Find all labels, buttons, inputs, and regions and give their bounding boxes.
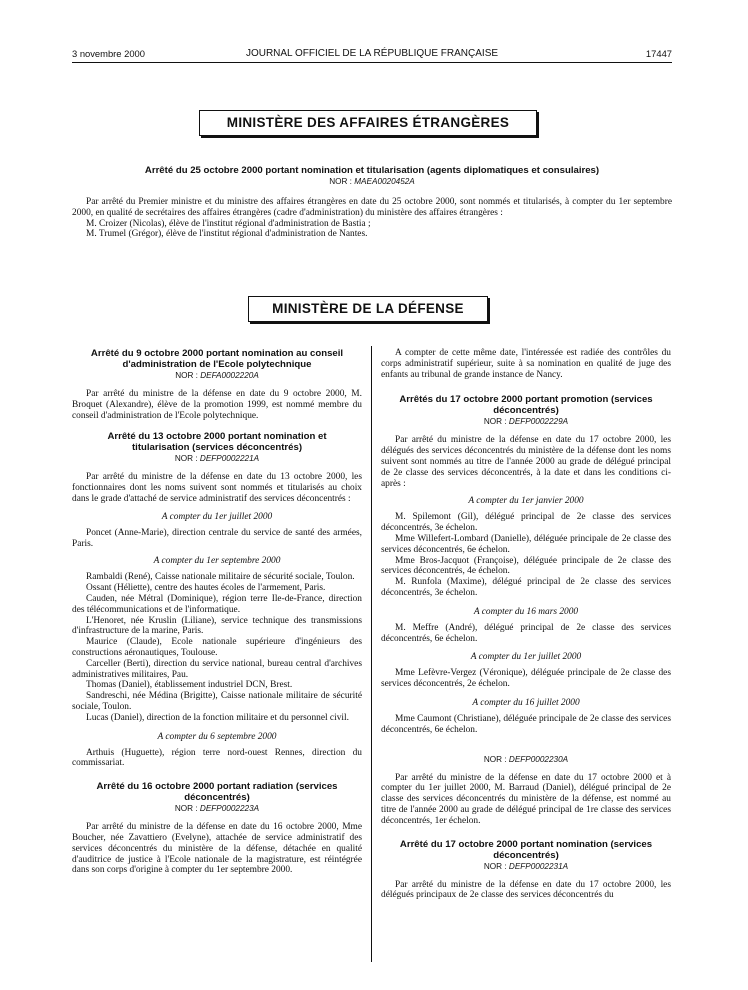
nor-code: DEFP0002231A	[508, 861, 569, 871]
list-item: M. Runfola (Maxime), délégué principal de 2e classe des services déconcentrés, 3e échelon.	[381, 577, 671, 598]
list-item: Cauden, née Métral (Dominique), région terre Ile-de-France, direction des télécommunications et de l'informatique.	[72, 593, 362, 615]
decree-title: Arrêté du 13 octobre 2000 portant nomination et titularisation (services déconcentrés)	[107, 431, 327, 454]
decree-title: Arrêté du 17 octobre 2000 portant nomination (services déconcentrés)	[399, 838, 653, 861]
list-item: Ossant (Héliette), centre des hautes écoles de l'armement, Paris.	[86, 583, 326, 594]
nor-reference	[72, 803, 362, 814]
journal-title: JOURNAL OFFICIEL DE LA RÉPUBLIQUE FRANÇAISE	[245, 48, 499, 59]
decree-continuation: A compter de cette même date, l'intéressée est radiée des contrôles du corps administratif supérieur, suite à sa nomination en qualité de juge des enfants au tribunal de grande instance de Nancy.	[381, 348, 671, 380]
ministry-name: MINISTÈRE DES AFFAIRES ÉTRANGÈRES	[226, 115, 510, 130]
nor-label: NOR :	[174, 804, 198, 814]
list-item: M. Trumel (Grégor), élève de l'institut régional d'administration de Nantes.	[86, 229, 368, 240]
list-item: Poncet (Anne-Marie), direction centrale du service de santé des armées, Paris.	[72, 527, 362, 549]
decree-title: Arrêtés du 17 octobre 2000 portant promotion (services déconcentrés)	[399, 394, 653, 417]
decree-body: Par arrêté du ministre de la défense en date du 13 octobre 2000, les fonctionnaires dont les noms suivent sont nommés et titularisés au choix dans le grade d'attaché de service administratif des services déconcentrés :	[72, 472, 362, 504]
decree-title: Arrêté du 9 octobre 2000 portant nomination au conseil d'administration de l'Ecole polytechnique	[90, 348, 344, 370]
decree-body: Par arrêté du Premier ministre et du ministre des affaires étrangères en date du 25 octobre 2000, sont nommés et titularisés, à compter du 1er septembre 2000, en qualité de secrétaires des affaires étrangères (cadre d'administration) du ministère des affaires étrangères :	[72, 197, 672, 218]
effective-date: A compter du 6 septembre 2000	[157, 731, 277, 742]
effective-date: A compter du 1er septembre 2000	[153, 556, 281, 567]
decree-body: Par arrêté du ministre de la défense en date du 16 octobre 2000, Mme Boucher, née Zavattiero (Evelyne), attachée de service administratif des services déconcentrés du ministère de la défense, détachée en qualité d'auditrice de justice à l'Ecole nationale de la magistrature, est réintégrée dans son corps d'origine à compter du 1er septembre 2000.	[72, 822, 362, 876]
list-item: M. Spilemont (Gil), délégué principal de 2e classe des services déconcentrés, 3e échelon.	[381, 512, 671, 534]
ministry-box-foreign-affairs	[199, 110, 537, 136]
list-item: Carceller (Berti), direction du service national, bureau central d'archives administratives militaires, Pau.	[72, 658, 362, 680]
list-item: L'Henoret, née Kruslin (Liliane), service technique des transmissions d'infrastructure de la marine, Paris.	[72, 615, 362, 637]
page-number: 17447	[645, 48, 672, 59]
ministry-name: MINISTÈRE DE LA DÉFENSE	[272, 301, 464, 316]
nor-label: NOR :	[483, 417, 507, 427]
list-item: Sandreschi, née Médina (Brigitte), Caisse nationale militaire de sécurité sociale, Toulon.	[72, 691, 362, 712]
nor-label: NOR :	[483, 861, 507, 871]
nor-reference	[72, 176, 672, 187]
section-foreign-affairs	[72, 165, 672, 240]
issue-date: 3 novembre 2000	[72, 48, 145, 59]
list-item: Mme Bros-Jacquot (Françoise), déléguée principale de 2e classe des services déconcentrés, 4e échelon.	[381, 555, 671, 577]
decree-title: Arrêté du 25 octobre 2000 portant nomination et titularisation (agents diplomatiques et consulaires)	[144, 165, 600, 176]
effective-date: A compter du 16 juillet 2000	[472, 697, 580, 708]
nor-code: DEFA0002220A	[200, 371, 259, 380]
effective-date: A compter du 16 mars 2000	[473, 606, 579, 617]
nor-reference	[381, 416, 671, 427]
list-item: Mme Caumont (Christiane), déléguée principale de 2e classe des services déconcentrés, 6e échelon.	[381, 713, 671, 735]
nor-label: NOR :	[175, 371, 198, 380]
left-column	[72, 348, 362, 876]
nor-label: NOR :	[329, 177, 352, 186]
decree-body: Par arrêté du ministre de la défense en date du 17 octobre 2000 et à compter du 1er juillet 2000, M. Barraud (Daniel), délégué principal de 2e classe des services déconcentrés du ministère de la défense, est nommé au titre de l'année 2000 au grade de délégué principal de 1re classe des services déconcentrés, 1er échelon.	[381, 772, 671, 826]
nor-code: DEFP0002223A	[199, 804, 260, 814]
right-column	[381, 348, 671, 901]
effective-date: A compter du 1er juillet 2000	[470, 652, 582, 663]
list-item: M. Meffre (André), délégué principal de 2e classe des services déconcentrés, 6e échelon.	[381, 622, 671, 644]
list-item: Mme Willefert-Lombard (Danielle), déléguée principale de 2e classe des services déconcentrés, 6e échelon.	[381, 533, 671, 555]
list-item: Rambaldi (René), Caisse nationale militaire de sécurité sociale, Toulon.	[86, 572, 355, 583]
list-item: M. Croizer (Nicolas), élève de l'institut régional d'administration de Bastia ;	[86, 218, 371, 229]
decree-title: Arrêté du 16 octobre 2000 portant radiation (services déconcentrés)	[96, 781, 338, 804]
header-rule	[72, 62, 672, 63]
list-item: Maurice (Claude), Ecole nationale supérieure d'ingénieurs des constructions aéronautiques, Toulouse.	[72, 637, 362, 658]
nor-reference	[72, 370, 362, 381]
nor-reference	[381, 861, 671, 872]
nor-label: NOR :	[174, 454, 198, 464]
list-item: Lucas (Daniel), direction de la fonction militaire et du personnel civil.	[86, 712, 349, 723]
effective-date: A compter du 1er janvier 2000	[468, 496, 584, 507]
nor-reference	[72, 453, 362, 464]
ministry-box-defense	[248, 296, 488, 322]
nor-code: DEFP0002229A	[508, 417, 569, 427]
nor-code: DEFP0002230A	[508, 754, 569, 764]
list-item: Arthuis (Huguette), région terre nord-ouest Rennes, direction du commissariat.	[72, 747, 362, 769]
nor-reference	[381, 754, 671, 765]
nor-code: MAEA0020452A	[354, 177, 415, 186]
nor-code: DEFP0002221A	[199, 454, 260, 464]
decree-body: Par arrêté du ministre de la défense en date du 9 octobre 2000, M. Broquet (Alexandre), élève de la promotion 1999, est nommé membre du conseil d'administration de l'Ecole polytechnique.	[72, 389, 362, 421]
list-item: Mme Lefèvre-Vergez (Véronique), déléguée principale de 2e classe des services déconcentrés, 2e échelon.	[381, 668, 671, 690]
decree-body: Par arrêté du ministre de la défense en date du 17 octobre 2000, les délégués des services déconcentrés du ministère de la défense dont les noms suivent sont nommés au titre de l'année 2000 au grade de délégué principal de 2e classe des services déconcentrés, à la date et dans les conditions ci-après :	[381, 435, 671, 489]
column-divider	[371, 346, 372, 962]
list-item: Thomas (Daniel), établissement industriel DCN, Brest.	[86, 680, 293, 691]
effective-date: A compter du 1er juillet 2000	[161, 511, 273, 522]
nor-label: NOR :	[483, 754, 507, 764]
decree-body: Par arrêté du ministre de la défense en date du 17 octobre 2000, les délégués principaux de 2e classe des services déconcentrés du	[381, 879, 671, 901]
